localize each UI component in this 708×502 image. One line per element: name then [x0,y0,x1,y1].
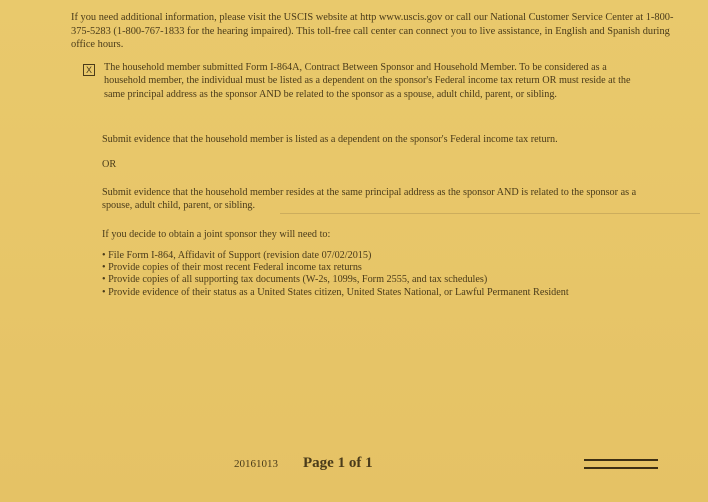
footer-rule-lines [584,459,658,477]
list-item: • File Form I-864, Affidavit of Support (revision date 07/02/2015) [102,250,682,262]
footer-date-code: 20161013 [234,458,278,470]
joint-sponsor-intro: If you decide to obtain a joint sponsor they will need to: [102,229,331,240]
submit-dependent-evidence: Submit evidence that the household member is listed as a dependent on the sponsor's Federal income tax return. [102,134,558,145]
household-checkbox[interactable]: X [83,64,95,76]
list-item: • Provide copies of their most recent Federal income tax returns [102,262,682,274]
household-member-paragraph: The household member submitted Form I-864A, Contract Between Sponsor and Household Member. To be considered as a household member, the individual must be listed as a dependent on the sponsor's Federal income tax return OR must reside at the same principal address as the sponsor AND be related to the sponsor as a spouse, adult child, parent, or sibling. [104,62,631,100]
faint-divider [280,213,700,214]
page-number: Page 1 of 1 [303,455,373,471]
joint-sponsor-list [102,250,682,299]
intro-paragraph: If you need additional information, please visit the USCIS website at http www.uscis.gov or call our National Customer Service Center at 1-800-375-5283 (1-800-767-1833 for the hearing impaired). This toll-free call center can connect you to live assistance, in English and Spanish during office hours. [71,12,674,51]
submit-residence-evidence: Submit evidence that the household member resides at the same principal address as the sponsor AND is related to the sponsor as a spouse, adult child, parent, or sibling. [102,187,637,212]
list-item: • Provide evidence of their status as a United States citizen, United States National, or Lawful Permanent Resident [102,287,682,299]
list-item: • Provide copies of all supporting tax documents (W-2s, 1099s, Form 2555, and tax schedules) [102,274,682,286]
or-separator: OR [102,159,117,170]
